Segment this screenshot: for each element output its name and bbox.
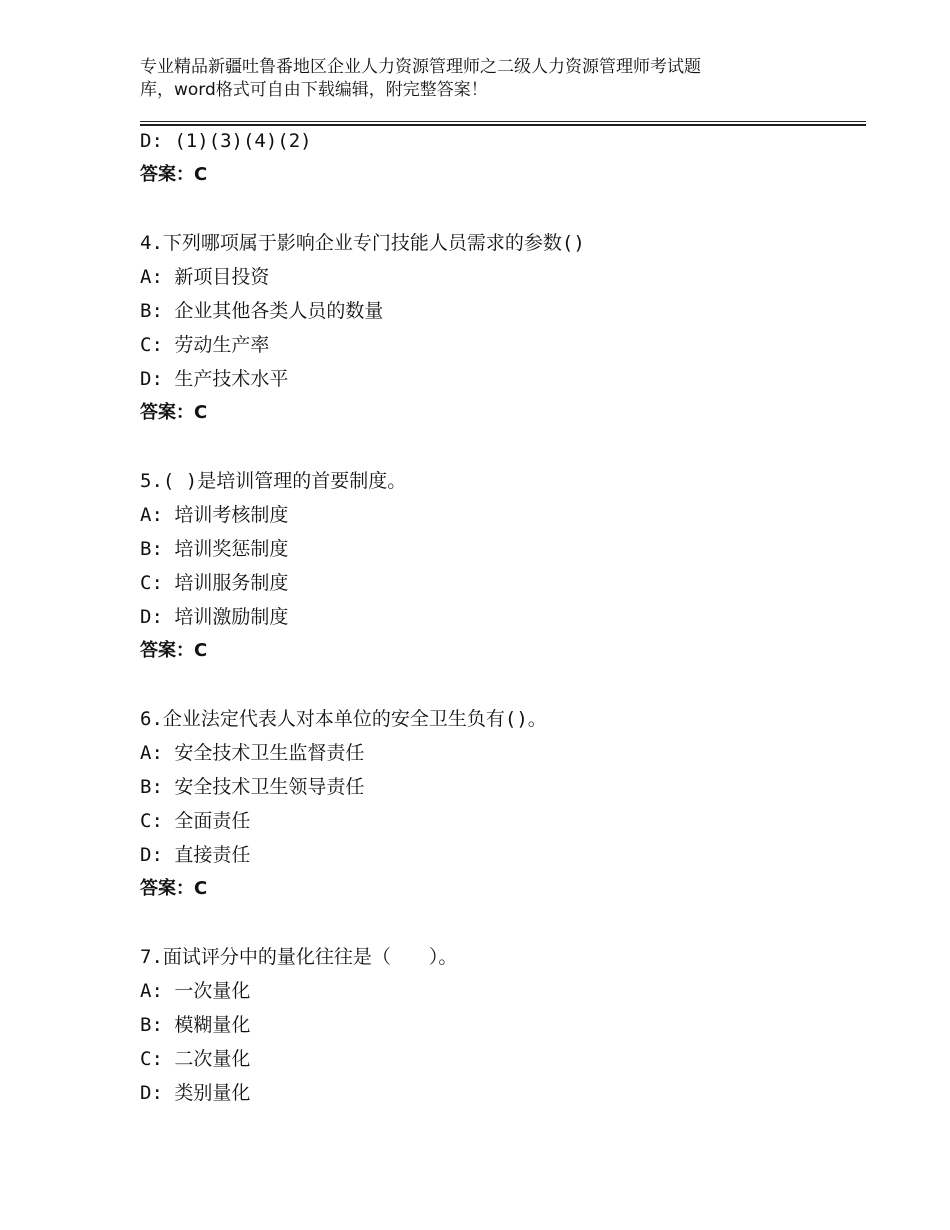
- option-c: C: 劳动生产率: [140, 334, 270, 356]
- answer-line: 答案：C: [140, 640, 208, 661]
- answer-line: 答案：C: [140, 402, 208, 423]
- option-b: B: 模糊量化: [140, 1014, 251, 1036]
- spacer: [140, 668, 860, 702]
- option-c: C: 二次量化: [140, 1048, 251, 1070]
- answer-line: 答案：C: [140, 164, 208, 185]
- exam-content: [140, 124, 860, 1110]
- option-c: C: 全面责任: [140, 810, 251, 832]
- spacer: [140, 192, 860, 226]
- option-c: C: 培训服务制度: [140, 572, 289, 594]
- header-title-line-2: 库，word格式可自由下载编辑，附完整答案！: [140, 80, 488, 100]
- answer-line: 答案：C: [140, 878, 208, 899]
- option-a: A: 一次量化: [140, 980, 251, 1002]
- option-d: D: 培训激励制度: [140, 606, 289, 628]
- spacer: [140, 430, 860, 464]
- option-a: A: 新项目投资: [140, 266, 270, 288]
- question-stem-4: 4.下列哪项属于影响企业专门技能人员需求的参数(): [140, 232, 585, 254]
- option-d: D: (1)(3)(4)(2): [140, 130, 312, 152]
- page-header: [140, 56, 840, 102]
- option-a: A: 安全技术卫生监督责任: [140, 742, 365, 764]
- header-rule-thin: [140, 121, 866, 122]
- option-b: B: 安全技术卫生领导责任: [140, 776, 365, 798]
- spacer: [140, 906, 860, 940]
- option-d: D: 生产技术水平: [140, 368, 289, 390]
- option-d: D: 直接责任: [140, 844, 251, 866]
- option-a: A: 培训考核制度: [140, 504, 289, 526]
- option-b: B: 培训奖惩制度: [140, 538, 289, 560]
- question-stem-5: 5.( )是培训管理的首要制度。: [140, 470, 407, 492]
- option-b: B: 企业其他各类人员的数量: [140, 300, 384, 322]
- question-stem-7: 7.面试评分中的量化往往是（ ）。: [140, 946, 458, 968]
- option-d: D: 类别量化: [140, 1082, 251, 1104]
- question-stem-6: 6.企业法定代表人对本单位的安全卫生负有()。: [140, 708, 547, 730]
- header-title-line-1: 专业精品新疆吐鲁番地区企业人力资源管理师之二级人力资源管理师考试题: [140, 57, 701, 77]
